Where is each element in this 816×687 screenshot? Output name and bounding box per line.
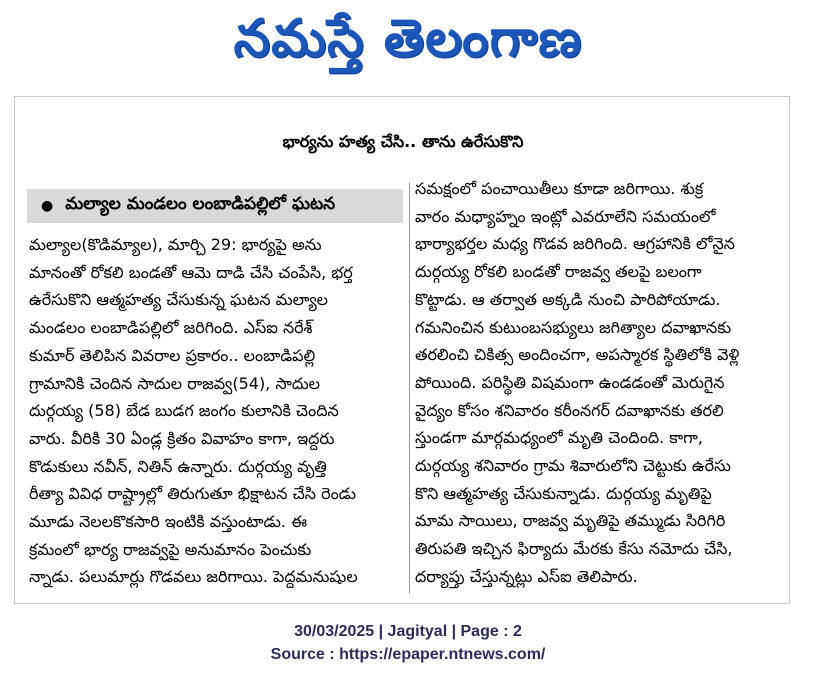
edition-info: 30/03/2025 | Jagityal | Page : 2 [294, 623, 522, 640]
article-line: దర్యాప్తు చేస్తున్నట్లు ఎస్ఐ తెలిపారు. [415, 566, 638, 586]
article-line: దుర్గయ్య (58) బేడ బుడగ జంగం కులానికి చెందిన [29, 401, 339, 421]
page-footer [0, 620, 816, 666]
article-line: పోయింది. పరిస్థితి విషమంగా ఉండడంతో మెరుగైన [415, 372, 725, 392]
article-line: తరలించి చికిత్స అందించగా, అపస్మారక స్థితిలోకి వెళ్లి [415, 345, 740, 365]
article-line: భార్యాభర్తల మధ్య గొడవ జరిగింది. ఆగ్రహానికి లోనైన [415, 234, 735, 254]
article-line: కొని ఆత్మహత్య చేసుకున్నాడు. దుర్గయ్య మృతిపై [415, 483, 712, 503]
article-line: సమక్షంలో పంచాయితీలు కూడా జరిగాయి. శుక్ర [415, 179, 704, 198]
article-line: దుర్గయ్య శనివారం గ్రామ శివారులోని చెట్టుకు ఉరేసు [415, 456, 731, 476]
article-subhead [27, 189, 403, 223]
article-line: మామ సాయిలు, రాజవ్వ మృతిపై తమ్ముడు సిరిగిరి [415, 511, 726, 531]
article-line: ఉరేసుకొని ఆత్మహత్య చేసుకున్న ఘటన మల్యాల [29, 290, 329, 310]
article-line: మండలం లంబాడిపల్లిలో జరిగింది. ఎస్ఐ నరేశ్ [29, 318, 313, 338]
article-line: మూడు నెలలకొకసారి ఇంటికి వస్తుంటాడు. ఈ [29, 512, 307, 532]
article-line: న్నాడు. పలుమార్లు గొడవలు జరిగాయి. పెద్దమనుషుల [29, 567, 358, 587]
article-line: గ్రామానికి చెందిన సాదుల రాజవ్వ(54), సాదుల [29, 373, 321, 393]
column-divider [409, 183, 410, 593]
article-column-left [29, 231, 405, 591]
source-link[interactable]: Source : https://epaper.ntnews.com/ [270, 646, 546, 663]
article-line: గమనించిన కుటుంబసభ్యులు జగిత్యాల దవాఖానకు [415, 317, 732, 337]
article-line: కొడుకులు నవీన్, నితిన్ ఉన్నారు. దుర్గయ్య వృత్తి [29, 456, 327, 476]
article-line: తిరుపతి ఇచ్చిన ఫిర్యాదు మేరకు కేసు నమోదు చేసి, [415, 539, 733, 559]
article-line: వారు. వీరికి 30 ఏండ్ల క్రితం వివాహం కాగా, ఇద్దరు [29, 428, 335, 448]
article-line: దుర్గయ్య రోకలి బండతో రాజవ్వ తలపై బలంగా [415, 262, 702, 282]
article-line: కొట్టాడు. ఆ తర్వాత అక్కడి నుంచి పారిపోయాడు. [415, 289, 721, 309]
article-column-right [415, 175, 785, 591]
article-line: మానంతో రోకలి బండతో ఆమె దాడి చేసి చంపేసి, భర్త [29, 262, 353, 282]
subhead-text: మల్యాల మండలం లంబాడిపల్లిలో ఘటన [65, 194, 336, 214]
masthead-title: నమస్తే తెలంగాణ [233, 8, 583, 69]
bullet-icon: ● [41, 198, 54, 214]
article-line: మల్యాల(కొడిమ్యాల), మార్చి 29: భార్యపై అను [29, 235, 322, 254]
newspaper-masthead [0, 0, 816, 90]
article-headline: భార్యను హత్య చేసి.. తాను ఉరేసుకొని [282, 131, 524, 151]
article-line: క్రమంలో భార్య రాజవ్వపై అనుమానం పెంచుకు [29, 539, 312, 559]
article-clipping [14, 96, 790, 604]
article-line: వారం మధ్యాహ్నం ఇంట్లో ఎవరూలేని సమయంలో [415, 206, 716, 226]
article-line: రీత్యా వివిధ రాష్ట్రాల్లో తిరుగుతూ భిక్షాటన చేసి రెండు [29, 484, 357, 504]
article-line: కుమార్ తెలిపిన వివరాల ప్రకారం.. లంబాడిపల్లి [29, 345, 316, 365]
article-line: వైద్యం కోసం శనివారం కరీంనగర్ దవాఖానకు తరలి [415, 400, 724, 420]
article-line: స్తుండగా మార్గమధ్యంలో మృతి చెందింది. కాగా, [415, 428, 703, 448]
